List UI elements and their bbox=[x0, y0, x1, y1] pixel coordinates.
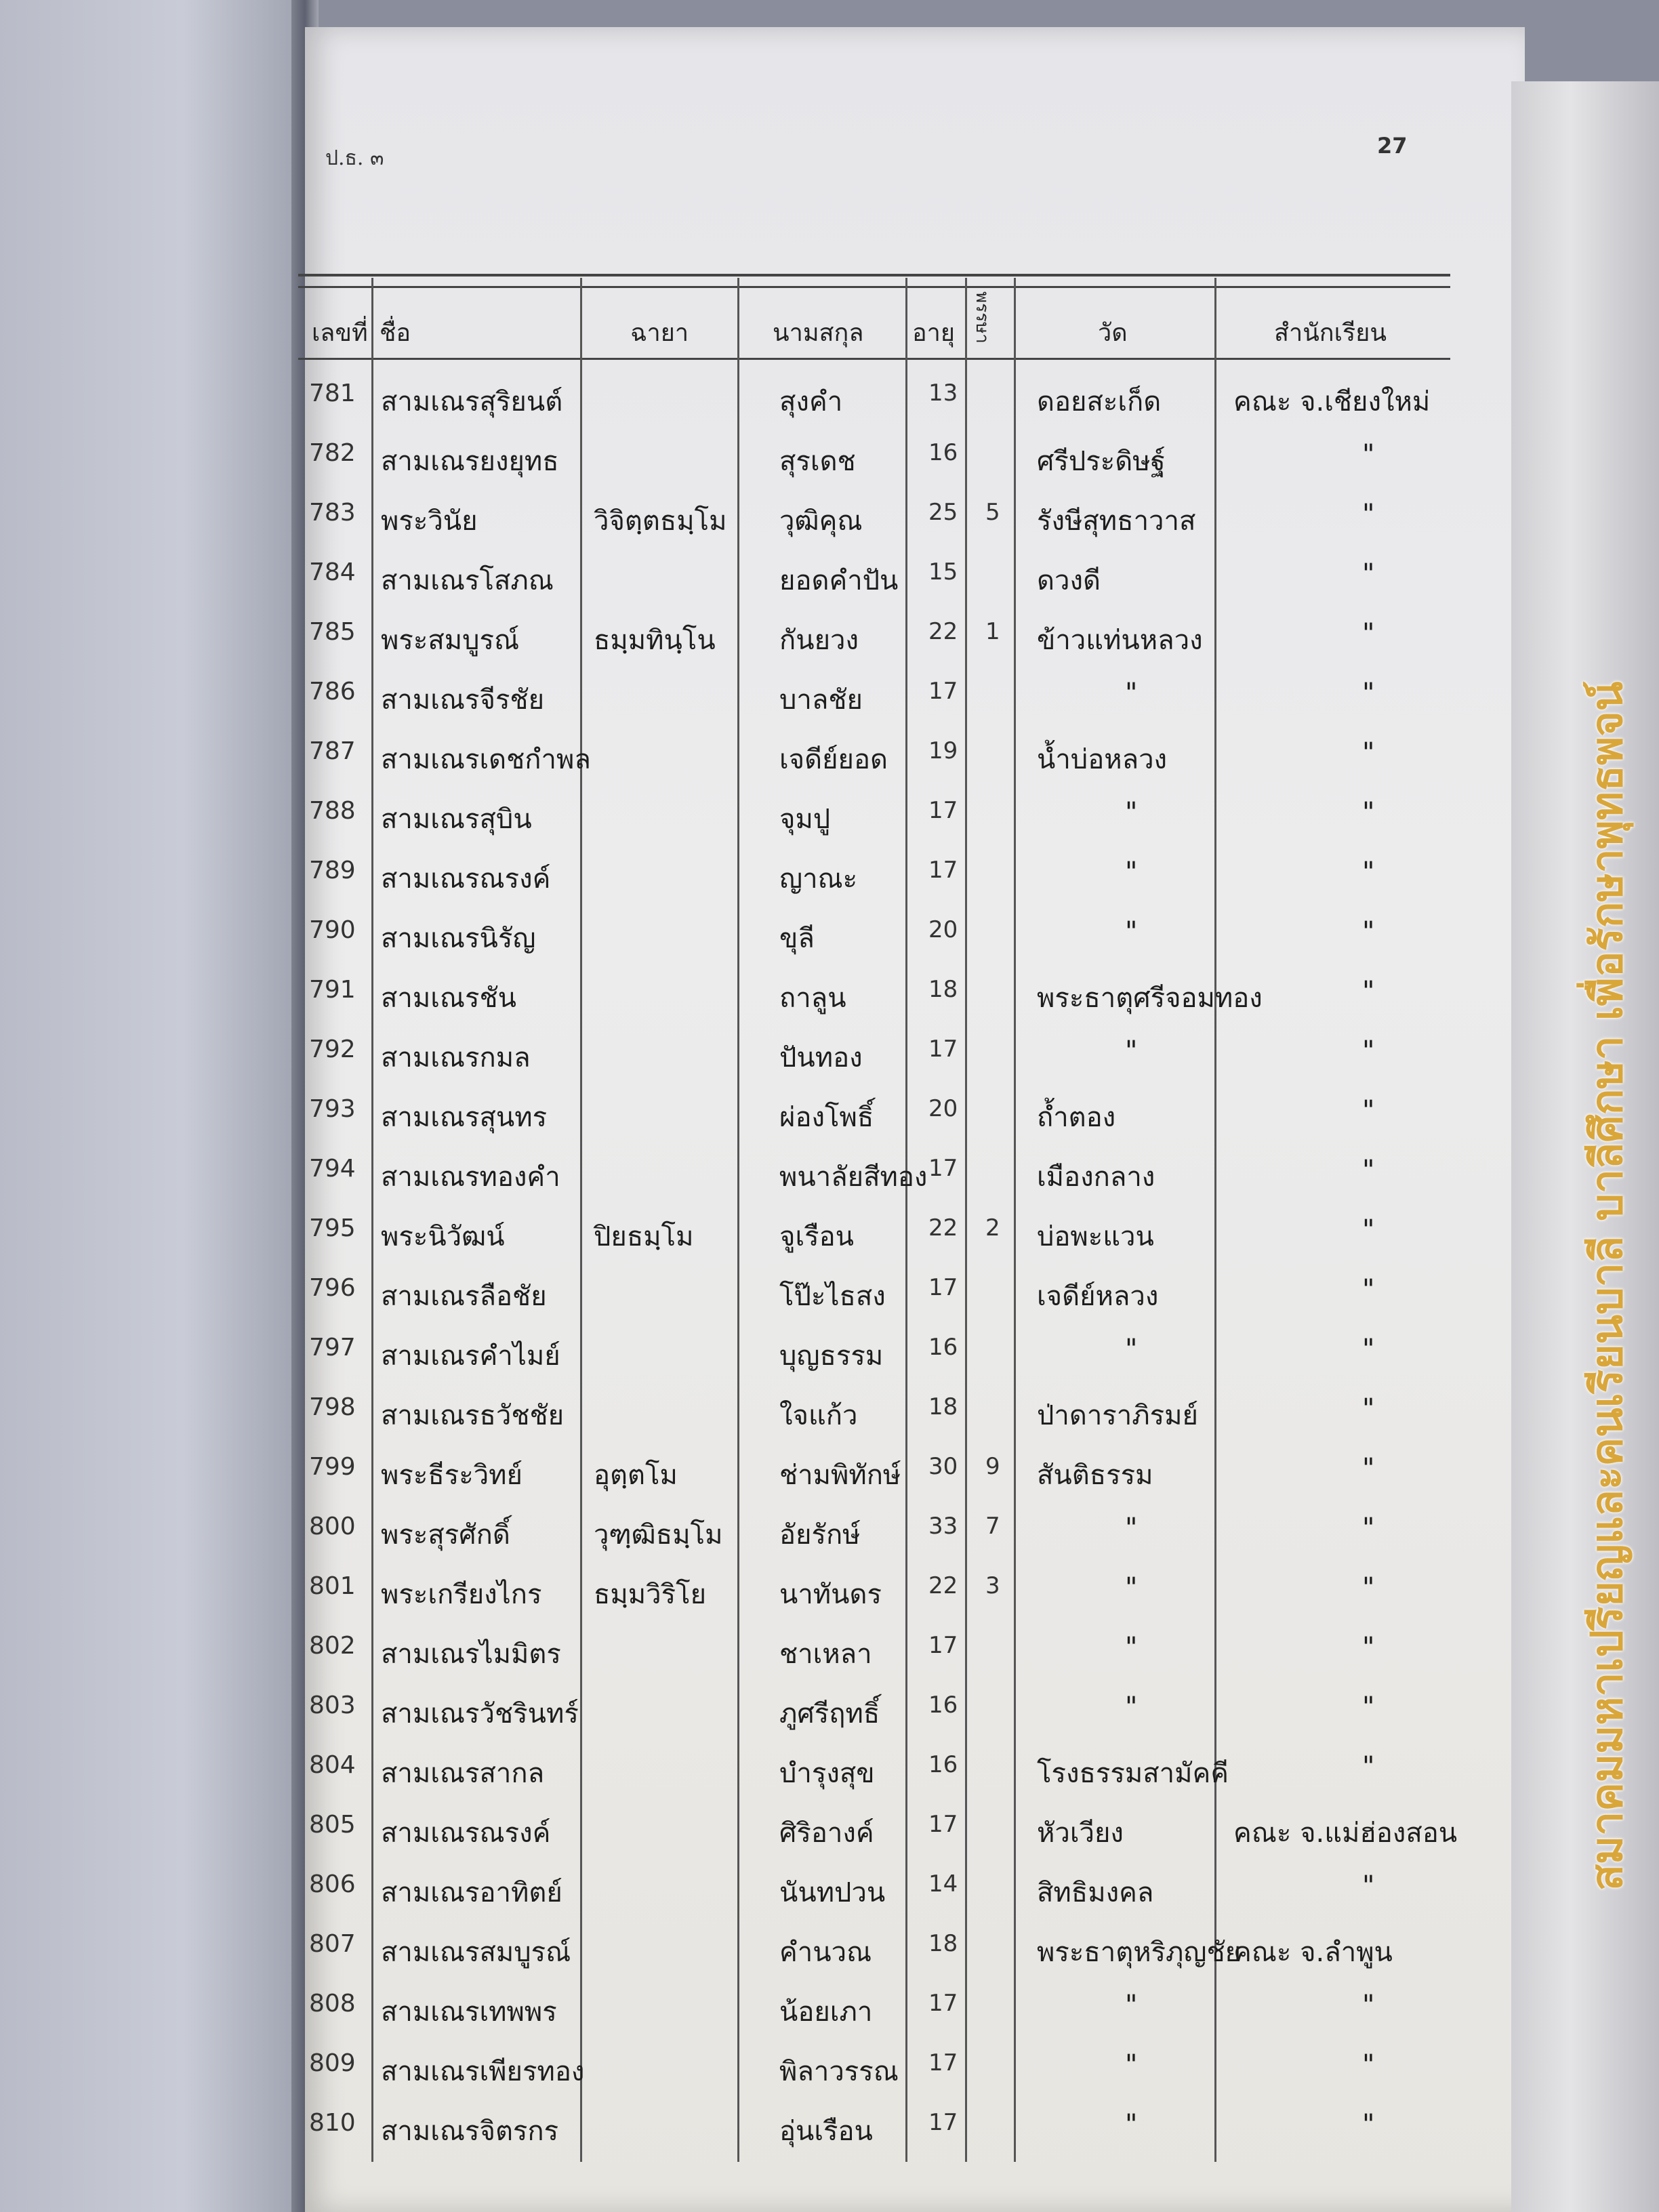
cell-age: 33 bbox=[928, 1513, 958, 1540]
cell-age: 17 bbox=[928, 857, 958, 884]
cell-wat: " bbox=[1125, 1990, 1138, 2021]
cell-wat: " bbox=[1125, 1692, 1138, 1723]
cell-no: 804 bbox=[309, 1751, 356, 1779]
cell-wat: ถ้ำตอง bbox=[1037, 1102, 1116, 1133]
header-surname: นามสกุล bbox=[773, 319, 864, 347]
cell-surname: เจดีย์ยอด bbox=[779, 744, 888, 775]
cell-age: 20 bbox=[928, 1095, 958, 1122]
cell-school: " bbox=[1362, 1870, 1375, 1902]
cell-pansa: 9 bbox=[985, 1453, 1000, 1480]
cell-no: 789 bbox=[309, 857, 356, 884]
cell-no: 790 bbox=[309, 916, 356, 944]
cell-school: " bbox=[1362, 1095, 1375, 1126]
cell-name: สามเณรลือชัย bbox=[381, 1281, 547, 1312]
table-row bbox=[0, 1751, 1659, 1808]
cell-school: " bbox=[1362, 1513, 1375, 1544]
cell-age: 16 bbox=[928, 1751, 958, 1778]
cell-chaya: อุตฺตโม bbox=[594, 1460, 678, 1491]
cell-age: 17 bbox=[928, 1274, 958, 1301]
cell-wat: " bbox=[1125, 1572, 1138, 1603]
cell-age: 19 bbox=[928, 737, 958, 764]
cell-no: 809 bbox=[309, 2049, 356, 2077]
cell-age: 14 bbox=[928, 1870, 958, 1898]
cell-school: " bbox=[1362, 857, 1375, 888]
cell-age: 30 bbox=[928, 1453, 958, 1480]
cell-school: " bbox=[1362, 1692, 1375, 1723]
cell-wat: เมืองกลาง bbox=[1037, 1162, 1155, 1193]
cell-no: 800 bbox=[309, 1513, 356, 1540]
cell-school: " bbox=[1362, 618, 1375, 649]
cell-name: พระธีระวิทย์ bbox=[381, 1460, 523, 1491]
cell-wat: " bbox=[1125, 2049, 1138, 2081]
cell-surname: ภูศรีฤทธิ์ bbox=[779, 1698, 880, 1729]
cell-name: พระวินัย bbox=[381, 506, 478, 537]
cell-pansa: 5 bbox=[985, 499, 1000, 526]
cell-chaya: ธมฺมทินฺโน bbox=[594, 625, 716, 656]
table-header-divider bbox=[298, 358, 1450, 360]
cell-surname: พนาลัยสีทอง bbox=[779, 1162, 928, 1193]
table-row bbox=[0, 797, 1659, 854]
watermark-text: สมาคมมหาเปรียญและคนเรียนบาลี บาลีศึกษา เพื่อรักษาพุทธพจน์ bbox=[1582, 681, 1633, 1891]
cell-name: สามเณรจิตรกร bbox=[381, 2116, 559, 2147]
cell-age: 13 bbox=[928, 380, 958, 407]
cell-no: 788 bbox=[309, 797, 356, 825]
cell-age: 22 bbox=[928, 1214, 958, 1242]
table-row bbox=[0, 1155, 1659, 1212]
cell-surname: คำนวณ bbox=[779, 1937, 872, 1968]
cell-surname: ใจแก้ว bbox=[779, 1400, 858, 1431]
cell-wat: สันติธรรม bbox=[1037, 1460, 1153, 1491]
cell-surname: จูเรือน bbox=[779, 1221, 854, 1252]
cell-wat: เจดีย์หลวง bbox=[1037, 1281, 1159, 1312]
cell-no: 801 bbox=[309, 1572, 356, 1600]
cell-surname: กันยวง bbox=[779, 625, 859, 656]
table-row bbox=[0, 499, 1659, 556]
cell-age: 18 bbox=[928, 976, 958, 1003]
cell-wat: ดวงดี bbox=[1037, 565, 1101, 596]
cell-school: " bbox=[1362, 1453, 1375, 1484]
cell-name: พระเกรียงไกร bbox=[381, 1579, 542, 1610]
cell-wat: ข้าวแท่นหลวง bbox=[1037, 625, 1203, 656]
cell-name: สามเณรสุริยนต์ bbox=[381, 386, 563, 417]
cell-school: " bbox=[1362, 1214, 1375, 1246]
cell-surname: อัยรักษ์ bbox=[779, 1519, 861, 1551]
cell-surname: พิลาวรรณ bbox=[779, 2056, 899, 2087]
cell-age: 15 bbox=[928, 558, 958, 586]
cell-surname: ถาลูน bbox=[779, 983, 846, 1014]
header-age: อายุ bbox=[912, 319, 955, 347]
cell-no: 802 bbox=[309, 1632, 356, 1660]
cell-name: สามเณรทองคำ bbox=[381, 1162, 560, 1193]
cell-surname: อุ่นเรือน bbox=[779, 2116, 873, 2147]
cell-surname: ปันทอง bbox=[779, 1042, 863, 1073]
cell-age: 17 bbox=[928, 1632, 958, 1659]
cell-name: สามเณรเพียรทอง bbox=[381, 2056, 585, 2087]
cell-name: สามเณรอาทิตย์ bbox=[381, 1877, 562, 1908]
cell-age: 16 bbox=[928, 1692, 958, 1719]
cell-no: 798 bbox=[309, 1393, 356, 1421]
cell-age: 17 bbox=[928, 797, 958, 824]
cell-name: สามเณรสมบูรณ์ bbox=[381, 1937, 571, 1968]
cell-surname: ญาณะ bbox=[779, 863, 858, 895]
cell-age: 20 bbox=[928, 916, 958, 943]
cell-name: สามเณรเทพพร bbox=[381, 1996, 557, 2028]
cell-name: สามเณรสุบิน bbox=[381, 804, 532, 835]
cell-no: 786 bbox=[309, 678, 356, 705]
cell-surname: สุรเดช bbox=[779, 446, 856, 477]
cell-surname: ชาเหลา bbox=[779, 1639, 872, 1670]
cell-name: พระสุรศักดิ์ bbox=[381, 1519, 510, 1551]
cell-no: 795 bbox=[309, 1214, 356, 1242]
cell-wat: ดอยสะเก็ด bbox=[1037, 386, 1162, 417]
cell-school: " bbox=[1362, 976, 1375, 1007]
cell-school: " bbox=[1362, 1334, 1375, 1365]
cell-wat: " bbox=[1125, 1334, 1138, 1365]
cell-no: 796 bbox=[309, 1274, 356, 1302]
cell-name: สามเณรคำไมย์ bbox=[381, 1340, 560, 1372]
cell-no: 792 bbox=[309, 1036, 356, 1063]
cell-surname: ขุลี bbox=[779, 923, 815, 954]
cell-name: สามเณรวัชรินทร์ bbox=[381, 1698, 579, 1729]
page-section-label: ป.ธ. ๓ bbox=[325, 146, 384, 170]
cell-surname: บำรุงสุข bbox=[779, 1758, 875, 1789]
table-row bbox=[0, 1811, 1659, 1868]
cell-age: 17 bbox=[928, 1990, 958, 2017]
cell-surname: วุฒิคุณ bbox=[779, 506, 863, 537]
header-no: เลขที่ bbox=[312, 319, 368, 347]
table-row bbox=[0, 1036, 1659, 1092]
cell-school: " bbox=[1362, 678, 1375, 709]
table-row bbox=[0, 1930, 1659, 1987]
cell-age: 18 bbox=[928, 1393, 958, 1420]
cell-no: 799 bbox=[309, 1453, 356, 1481]
cell-school: " bbox=[1362, 1751, 1375, 1782]
table-row bbox=[0, 558, 1659, 615]
cell-name: พระสมบูรณ์ bbox=[381, 625, 520, 656]
cell-name: สามเณรณรงค์ bbox=[381, 863, 551, 895]
header-chaya: ฉายา bbox=[630, 319, 689, 347]
cell-surname: บุญธรรม bbox=[779, 1340, 884, 1372]
cell-name: สามเณรจีรชัย bbox=[381, 684, 545, 716]
cell-name: สามเณรสากล bbox=[381, 1758, 545, 1789]
table-row bbox=[0, 2109, 1659, 2166]
cell-name: สามเณรเดชกำพล bbox=[381, 744, 591, 775]
table-row bbox=[0, 737, 1659, 794]
cell-chaya: ปิยธมฺโม bbox=[594, 1221, 694, 1252]
header-wat: วัด bbox=[1098, 319, 1128, 347]
cell-no: 810 bbox=[309, 2109, 356, 2137]
cell-age: 18 bbox=[928, 1930, 958, 1957]
cell-name: สามเณรนิรัญ bbox=[381, 923, 536, 954]
table-row bbox=[0, 1214, 1659, 1271]
cell-no: 791 bbox=[309, 976, 356, 1004]
cell-school: " bbox=[1362, 1572, 1375, 1603]
cell-name: สามเณรกมล bbox=[381, 1042, 531, 1073]
table-row bbox=[0, 1095, 1659, 1152]
cell-wat: " bbox=[1125, 678, 1138, 709]
cell-no: 808 bbox=[309, 1990, 356, 2018]
cell-school: " bbox=[1362, 558, 1375, 590]
page-number: 27 bbox=[1377, 133, 1408, 159]
table-row bbox=[0, 439, 1659, 496]
table-row bbox=[0, 1274, 1659, 1331]
cell-school: " bbox=[1362, 1155, 1375, 1186]
cell-pansa: 7 bbox=[985, 1513, 1000, 1540]
cell-name: สามเณรธวัชชัย bbox=[381, 1400, 565, 1431]
cell-school: " bbox=[1362, 916, 1375, 947]
cell-school: " bbox=[1362, 1036, 1375, 1067]
cell-chaya: วิจิตฺตธมฺโม bbox=[594, 506, 727, 537]
cell-school: " bbox=[1362, 797, 1375, 828]
cell-wat: " bbox=[1125, 1632, 1138, 1663]
cell-name: สามเณรณรงค์ bbox=[381, 1818, 551, 1849]
cell-surname: ศิริอางค์ bbox=[779, 1818, 874, 1849]
table-row bbox=[0, 1513, 1659, 1570]
cell-wat: " bbox=[1125, 2109, 1138, 2140]
cell-no: 794 bbox=[309, 1155, 356, 1183]
cell-age: 17 bbox=[928, 1036, 958, 1063]
cell-pansa: 2 bbox=[985, 1214, 1000, 1242]
cell-surname: โป๊ะไธสง bbox=[779, 1281, 886, 1312]
cell-age: 25 bbox=[928, 499, 958, 526]
cell-school: " bbox=[1362, 1393, 1375, 1425]
cell-surname: ช่ามพิทักษ์ bbox=[779, 1460, 901, 1491]
table-row bbox=[0, 916, 1659, 973]
cell-school: คณะ จ.ลำพูน bbox=[1233, 1937, 1393, 1968]
cell-name: สามเณรโสภณ bbox=[381, 565, 554, 596]
cell-surname: ผ่องโพธิ์ bbox=[779, 1102, 874, 1133]
cell-wat: " bbox=[1125, 1036, 1138, 1067]
table-row bbox=[0, 1692, 1659, 1748]
table-row bbox=[0, 678, 1659, 735]
cell-no: 787 bbox=[309, 737, 356, 765]
cell-school: " bbox=[1362, 499, 1375, 530]
cell-age: 22 bbox=[928, 618, 958, 645]
cell-wat: พระธาตุศรีจอมทอง bbox=[1037, 983, 1263, 1014]
cell-school: คณะ จ.แม่ฮ่องสอน bbox=[1233, 1818, 1458, 1849]
cell-surname: สุงคำ bbox=[779, 386, 843, 417]
cell-wat: บ่อพะแวน bbox=[1037, 1221, 1154, 1252]
cell-chaya: วุฑฺฒิธมฺโม bbox=[594, 1519, 723, 1551]
cell-surname: ยอดคำปัน bbox=[779, 565, 899, 596]
cell-school: " bbox=[1362, 1632, 1375, 1663]
table-row bbox=[0, 618, 1659, 675]
cell-name: สามเณรสุนทร bbox=[381, 1102, 548, 1133]
cell-no: 806 bbox=[309, 1870, 356, 1898]
table-row bbox=[0, 1990, 1659, 2047]
table-row bbox=[0, 1393, 1659, 1450]
cell-age: 17 bbox=[928, 678, 958, 705]
cell-no: 807 bbox=[309, 1930, 356, 1958]
cell-wat: ศรีประดิษฐ์ bbox=[1037, 446, 1166, 477]
table-row bbox=[0, 1453, 1659, 1510]
cell-name: สามเณรไมมิตร bbox=[381, 1639, 561, 1670]
table-row bbox=[0, 1334, 1659, 1391]
cell-school: " bbox=[1362, 2109, 1375, 2140]
cell-surname: บาลชัย bbox=[779, 684, 863, 716]
cell-age: 22 bbox=[928, 1572, 958, 1599]
cell-age: 16 bbox=[928, 439, 958, 466]
cell-school: " bbox=[1362, 439, 1375, 470]
cell-school: คณะ จ.เชียงใหม่ bbox=[1233, 386, 1431, 417]
cell-name: พระนิวัฒน์ bbox=[381, 1221, 505, 1252]
cell-pansa: 1 bbox=[985, 618, 1000, 645]
cell-school: " bbox=[1362, 2049, 1375, 2081]
header-school: สำนักเรียน bbox=[1274, 319, 1387, 347]
cell-wat: พระธาตุหริภุญชัย bbox=[1037, 1937, 1242, 1968]
cell-surname: น้อยเภา bbox=[779, 1996, 873, 2028]
cell-chaya: ธมฺมวิริโย bbox=[594, 1579, 707, 1610]
table-row bbox=[0, 857, 1659, 914]
cell-wat: ป่าดาราภิรมย์ bbox=[1037, 1400, 1198, 1431]
cell-wat: หัวเวียง bbox=[1037, 1818, 1124, 1849]
cell-wat: สิทธิมงคล bbox=[1037, 1877, 1154, 1908]
cell-name: สามเณรยงยุทธ bbox=[381, 446, 559, 477]
table-row bbox=[0, 2049, 1659, 2106]
cell-age: 16 bbox=[928, 1334, 958, 1361]
cell-surname: นาทันดร bbox=[779, 1579, 882, 1610]
table-row bbox=[0, 1632, 1659, 1689]
cell-name: สามเณรชัน bbox=[381, 983, 516, 1014]
cell-wat: รังษีสุทธาวาส bbox=[1037, 506, 1196, 537]
cell-surname: นันทปวน bbox=[779, 1877, 886, 1908]
table-row bbox=[0, 380, 1659, 436]
cell-school: " bbox=[1362, 1274, 1375, 1305]
cell-pansa: 3 bbox=[985, 1572, 1000, 1599]
cell-age: 17 bbox=[928, 1155, 958, 1182]
cell-no: 805 bbox=[309, 1811, 356, 1839]
cell-wat: โรงธรรมสามัคคี bbox=[1037, 1758, 1229, 1789]
cell-wat: " bbox=[1125, 857, 1138, 888]
cell-no: 785 bbox=[309, 618, 356, 646]
cell-no: 803 bbox=[309, 1692, 356, 1719]
header-pansa: พรรษา bbox=[972, 291, 992, 344]
cell-age: 17 bbox=[928, 2049, 958, 2076]
header-name: ชื่อ bbox=[380, 319, 411, 347]
cell-no: 784 bbox=[309, 558, 356, 586]
cell-school: " bbox=[1362, 1990, 1375, 2021]
table-top-border bbox=[298, 274, 1450, 288]
table-row bbox=[0, 1572, 1659, 1629]
cell-wat: " bbox=[1125, 1513, 1138, 1544]
cell-school: " bbox=[1362, 737, 1375, 769]
table-row bbox=[0, 976, 1659, 1033]
cell-wat: น้ำบ่อหลวง bbox=[1037, 744, 1168, 775]
cell-no: 782 bbox=[309, 439, 356, 467]
cell-no: 797 bbox=[309, 1334, 356, 1361]
cell-no: 781 bbox=[309, 380, 356, 407]
cell-wat: " bbox=[1125, 916, 1138, 947]
cell-age: 17 bbox=[928, 1811, 958, 1838]
cell-age: 17 bbox=[928, 2109, 958, 2136]
cell-surname: จุมปู bbox=[779, 804, 831, 835]
cell-no: 793 bbox=[309, 1095, 356, 1123]
cell-no: 783 bbox=[309, 499, 356, 527]
cell-wat: " bbox=[1125, 797, 1138, 828]
table-row bbox=[0, 1870, 1659, 1927]
